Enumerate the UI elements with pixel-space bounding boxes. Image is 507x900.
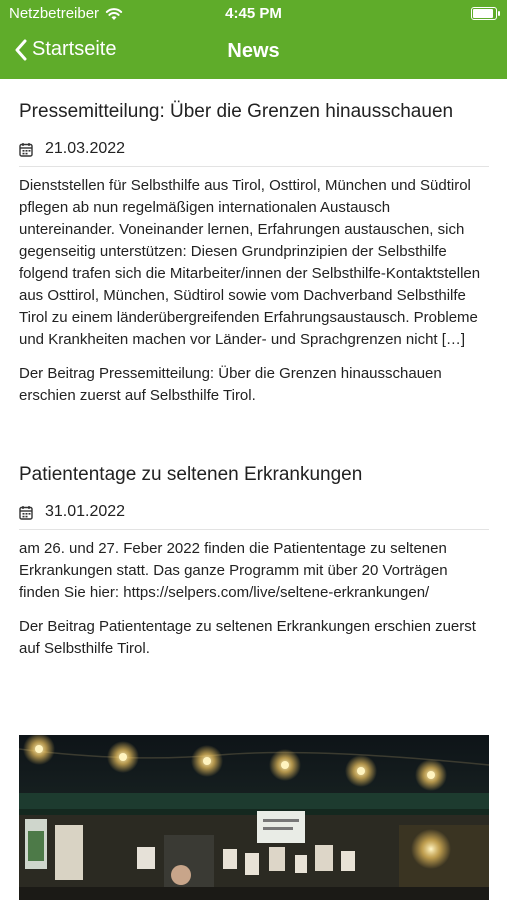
article-title[interactable]: Pressemitteilung: Über die Grenzen hinausschauen — [19, 101, 454, 122]
carrier-name: Netzbetreiber — [9, 5, 100, 22]
article-footer: Der Beitrag Pressemitteilung: Über die Grenzen hinausschauen erschien zuerst auf Selbsthilfe Tirol. — [19, 365, 442, 404]
calendar-icon — [19, 505, 33, 520]
top-bar — [0, 0, 507, 79]
status-time: 4:45 PM — [225, 5, 282, 22]
article-body: am 26. und 27. Feber 2022 finden die Patiententage zu seltenen Erkrankungen statt. Das ganze Programm mit über 20 Vorträgen finden Sie hier: https://selpers.com/live/seltene-erkrankungen/ — [19, 540, 448, 601]
article-date-row — [19, 500, 489, 524]
battery-level — [473, 9, 493, 18]
divider — [19, 529, 489, 530]
article-footer: Der Beitrag Patiententage zu seltenen Erkrankungen erschien zuerst auf Selbsthilfe Tirol. — [19, 618, 476, 657]
article-date: 31.01.2022 — [45, 503, 126, 520]
page-title: News — [227, 40, 280, 62]
divider — [19, 166, 489, 167]
market-stall-photo — [19, 735, 489, 900]
news-item[interactable] — [19, 100, 489, 407]
calendar-icon — [19, 142, 33, 157]
article-title[interactable]: Patiententage zu seltenen Erkrankungen — [19, 464, 363, 485]
navigation-bar — [0, 30, 507, 74]
news-list — [19, 79, 489, 660]
article-image[interactable] — [19, 735, 489, 900]
article-date: 21.03.2022 — [45, 140, 126, 157]
battery-icon — [471, 7, 497, 20]
news-item[interactable] — [19, 463, 489, 660]
status-bar — [0, 0, 507, 28]
back-label: Startseite — [32, 38, 117, 60]
article-date-row — [19, 137, 489, 161]
article-body: Dienststellen für Selbsthilfe aus Tirol, Osttirol, München und Südtirol pflegen ab nun regelmäßigen internationalen Austausch untereinander. Voneinander lernen, Erfahrungen austauschen, sich gegenseitig unterstützen: Diesen Grundprinzipien der Selbsthilfe folgend trafen sich die Mitarbeiter/innen der Selbsthilfe-Kontaktstellen aus Osttirol, München, Südtirol sowie vom Dachverband Selbsthilfe Tirol zu einem länderübergreifenden Erfahrungsaustausch. Probleme und Krankheiten machen vor Länder- und Sprachgrenzen nicht […] — [19, 177, 481, 348]
